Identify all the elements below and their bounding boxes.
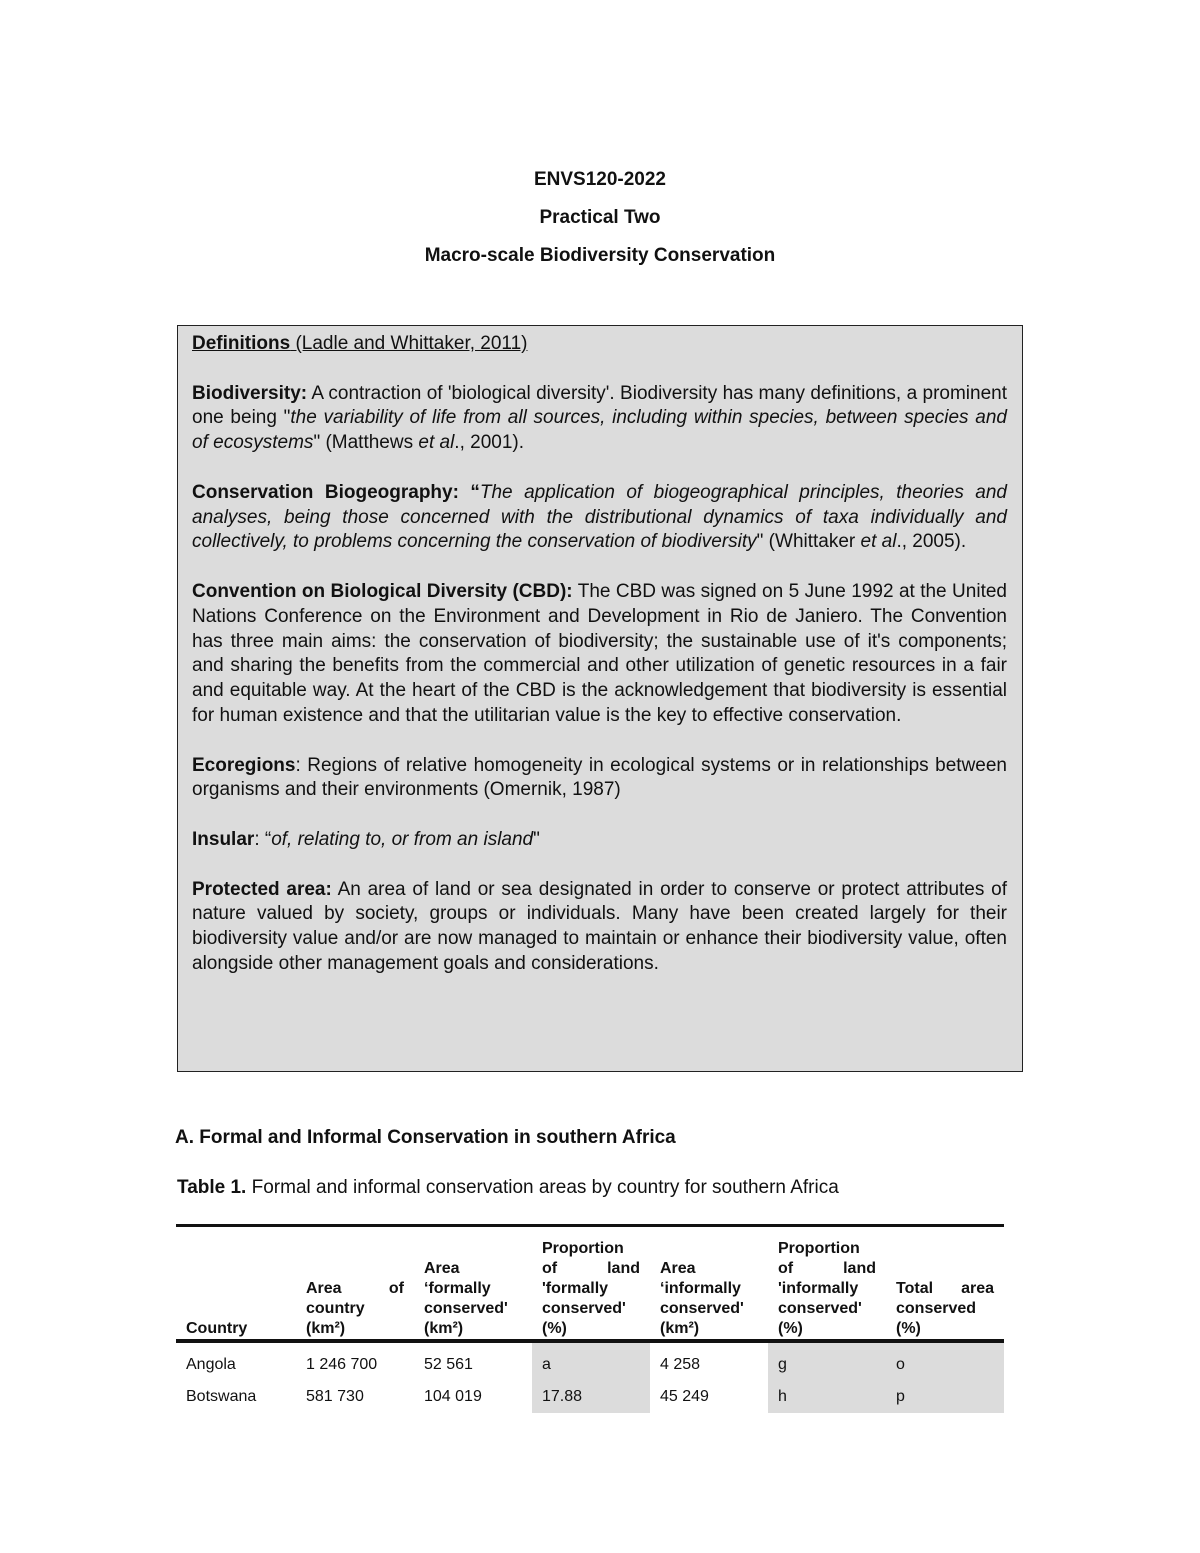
cell-country: Botswana [186, 1388, 257, 1405]
definition-insular: Insular: “of, relating to, or from an island" [192, 828, 540, 850]
definition-cbd: Convention on Biological Diversity (CBD): The CBD was signed on 5 June 1992 at the United Nations Conference on the Environment and Development in Rio de Janiero. The Convention has three main aims: the conservation of biodiversity; the sustainable use of it's components; and sharing the benefits from the commercial and other utilization of genetic resources in a fair and equitable way. At the heart of the CBD is the acknowledgement that biodiversity is essential for human existence and that the utilitarian value is the key to effective conservation. [192, 580, 1007, 726]
definition-conservation-biogeography: Conservation Biogeography: “The application of biogeographical principles, theories and analyses, being those concerned with the distributional dynamics of taxa individually and collectively, to problems concerning the conservation of biodiversity" (Whittaker et al., 2005). [192, 481, 1007, 553]
cell-country: Angola [186, 1356, 236, 1373]
conservation-table [176, 1224, 1004, 1413]
definition-term: Convention on Biological Diversity (CBD): [192, 580, 573, 602]
document-header [0, 166, 1200, 280]
definition-biodiversity: Biodiversity: A contraction of 'biological diversity'. Biodiversity has many definitions, a prominent one being "the variability of life from all sources, including within species, between species and of ecosystems" (Matthews et al., 2001). [192, 382, 1007, 454]
topic-title: Macro-scale Biodiversity Conservation [424, 245, 776, 266]
cell-area-country: 581 730 [306, 1388, 364, 1405]
definition-term: Protected area: [192, 878, 332, 900]
cell-proportion-formal[interactable]: 17.88 [532, 1381, 650, 1413]
definition-protected-area: Protected area: An area of land or sea designated in order to conserve or protect attributes of nature valued by society, groups or individuals. Many have been created largely for their biodiversity value and/or are now managed to maintain or enhance their biodiversity value, often alongside other management goals and considerations. [192, 878, 1007, 974]
cell-total-conserved[interactable]: p [886, 1381, 1004, 1413]
definition-term: Conservation Biogeography: [192, 481, 459, 503]
column-header: Proportion of land 'informally conserved' (%) [768, 1226, 886, 1342]
column-header: Area of country (km²) [296, 1226, 414, 1342]
cell-area-formal: 52 561 [424, 1356, 473, 1373]
table-row [176, 1381, 1004, 1413]
column-header: Area ‘formally conserved' (km²) [414, 1226, 532, 1342]
definitions-heading: Definitions (Ladle and Whittaker, 2011) [192, 333, 528, 354]
cell-area-informal: 45 249 [660, 1388, 709, 1405]
cell-proportion-formal[interactable]: a [532, 1341, 650, 1381]
cell-area-informal: 4 258 [660, 1356, 701, 1373]
table-caption: Table 1. Formal and informal conservation areas by country for southern Africa [177, 1177, 839, 1198]
cell-proportion-informal[interactable]: h [768, 1381, 886, 1413]
definitions-box [177, 325, 1023, 1072]
course-code: ENVS120-2022 [533, 169, 667, 190]
definition-term: Ecoregions [192, 754, 296, 776]
table-row [176, 1341, 1004, 1381]
definition-term: Insular [192, 828, 255, 850]
column-header: Country [176, 1226, 296, 1342]
column-header: Proportion of land 'formally conserved' (%) [532, 1226, 650, 1342]
cell-area-formal: 104 019 [424, 1388, 482, 1405]
section-a-heading: A. Formal and Informal Conservation in southern Africa [175, 1127, 676, 1148]
column-header: Area ‘informally conserved' (km²) [650, 1226, 768, 1342]
definition-ecoregions: Ecoregions: Regions of relative homogeneity in ecological systems or in relationships between organisms and their environments (Omernik, 1987) [192, 754, 1007, 801]
cell-area-country: 1 246 700 [306, 1356, 378, 1373]
cell-proportion-informal[interactable]: g [768, 1341, 886, 1381]
definition-term: Biodiversity: [192, 382, 308, 404]
cell-total-conserved[interactable]: o [886, 1341, 1004, 1381]
practical-title: Practical Two [539, 207, 661, 228]
table-header-row [176, 1226, 1004, 1342]
column-header: Total area conserved (%) [886, 1226, 1004, 1342]
